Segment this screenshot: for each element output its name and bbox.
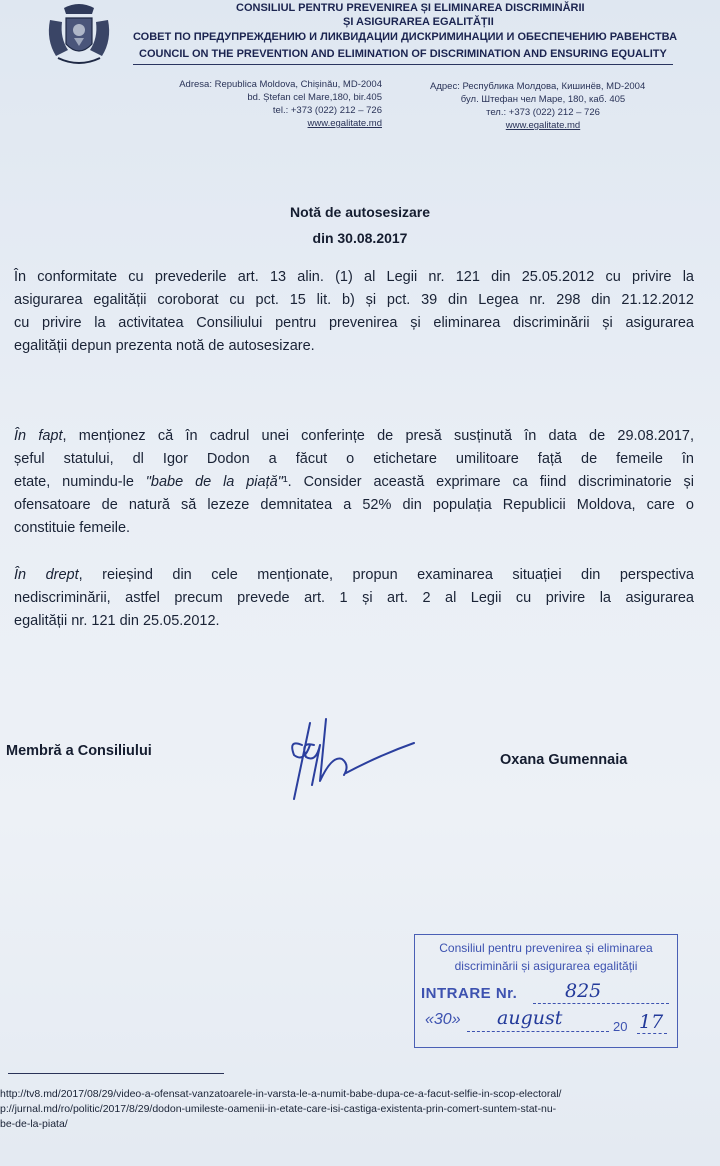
handwritten-signature bbox=[280, 715, 430, 805]
stamp-number-underline bbox=[533, 1003, 669, 1005]
signatory-role: Membră a Consiliului bbox=[6, 743, 152, 759]
stamp-year-suffix: 17 bbox=[639, 1011, 664, 1033]
header-title-en: COUNCIL ON THE PREVENTION AND ELIMINATION OF DISCRIMINATION AND ENSURING EQUALITY bbox=[139, 48, 667, 60]
address-ru-url[interactable]: www.egalitate.md bbox=[505, 120, 581, 131]
footnote-divider bbox=[8, 1073, 224, 1074]
address-ro-url[interactable]: www.egalitate.md bbox=[307, 118, 382, 129]
law-line1: , reieșind din cele menționate, propun examinarea situației din perspectiva bbox=[78, 567, 694, 583]
stamp-day: «30» bbox=[425, 1011, 461, 1028]
paragraph-line bbox=[14, 425, 694, 448]
header-title-ro-line1: CONSILIUL PENTRU PREVENIREA ȘI ELIMINAREA DISCRIMINĂRII bbox=[236, 2, 585, 14]
stamp-year-prefix: 20 bbox=[613, 1019, 628, 1034]
facts-line3-start: etate, numindu-le bbox=[14, 474, 146, 490]
address-ro-line1: Adresa: Republica Moldova, Chișinău, MD-2004 bbox=[179, 79, 382, 90]
paragraph-line: nediscriminării, astfel precum prevede art. 1 și art. 2 al Legii cu privire la asigurarea bbox=[14, 590, 694, 606]
stamp-month-underline bbox=[467, 1031, 609, 1032]
paragraph-line: egalității nr. 121 din 25.05.2012. bbox=[14, 613, 220, 629]
paragraph-line bbox=[14, 471, 694, 494]
signatory-name: Oxana Gumennaia bbox=[500, 752, 628, 768]
paragraph-line: șeful statului, dl Igor Dodon a făcut o etichetare umilitoare față de femeile în bbox=[14, 451, 694, 467]
facts-line3-rest: ¹. Consider această exprimare ca fiind discriminatorie și bbox=[282, 474, 694, 490]
paragraph-legal-basis bbox=[14, 266, 694, 358]
header-divider bbox=[133, 64, 673, 65]
paragraph-line: constituie femeile. bbox=[14, 520, 131, 536]
header-title-ru: СОВЕТ ПО ПРЕДУПРЕЖДЕНИЮ И ЛИКВИДАЦИИ ДИСКРИМИНАЦИИ И ОБЕСПЕЧЕНИЮ РАВЕНСТВА bbox=[133, 31, 678, 43]
address-ru bbox=[418, 81, 668, 132]
footnote-link[interactable]: be-de-la-piata/ bbox=[0, 1118, 68, 1130]
stamp-year-underline bbox=[637, 1033, 667, 1034]
paragraph-line: În conformitate cu prevederile art. 13 alin. (1) al Legii nr. 121 din 25.05.2012 cu privire la bbox=[14, 269, 694, 285]
registration-stamp bbox=[414, 934, 678, 1048]
paragraph-law bbox=[14, 564, 694, 633]
address-ro-line2: bd. Ștefan cel Mare,180, bir.405 bbox=[247, 92, 382, 103]
stamp-month: august bbox=[497, 1007, 563, 1029]
stamp-line1: Consiliul pentru prevenirea și eliminarea bbox=[439, 941, 653, 955]
address-ro bbox=[140, 78, 382, 130]
address-ru-line3: тел.: +373 (022) 212 – 726 bbox=[486, 107, 600, 118]
law-lead: În drept bbox=[14, 567, 79, 583]
stamp-line2: discriminării și asigurarea egalității bbox=[454, 959, 638, 973]
paragraph-facts bbox=[14, 425, 694, 540]
footnote-link[interactable]: p://jurnal.md/ro/politic/2017/8/29/dodon-umileste-oamenii-in-etate-care-isi-castiga-existenta-prin-comert-suntem-stat-nu- bbox=[0, 1103, 557, 1115]
address-ro-line3: tel.: +373 (022) 212 – 726 bbox=[272, 105, 382, 116]
paragraph-line: ofensatoare de natură să lezeze demnitatea a 52% din populația Republicii Moldova, care o bbox=[14, 497, 694, 513]
address-ru-line2: бул. Штефан чел Маре, 180, каб. 405 bbox=[460, 94, 626, 105]
stamp-entry-number: 825 bbox=[565, 980, 602, 1002]
header-title-ro-line2: ȘI ASIGURAREA EGALITĂȚII bbox=[343, 16, 494, 28]
address-ru-line1: Адрес: Республика Молдова, Кишинёв, MD-2004 bbox=[430, 81, 646, 92]
document-title: Notă de autosesizare bbox=[289, 204, 431, 220]
paragraph-line: cu privire la activitatea Consiliului pentru prevenirea și eliminarea discriminării și asigurarea bbox=[14, 315, 694, 331]
stamp-entry-label: INTRARE Nr. bbox=[421, 985, 518, 1002]
facts-lead: În fapt bbox=[14, 428, 63, 444]
moldova-coat-of-arms-icon bbox=[44, 0, 114, 68]
facts-quote: "babe de la piață" bbox=[145, 474, 283, 490]
paragraph-line: egalității depun prezenta notă de autosesizare. bbox=[14, 338, 315, 354]
paragraph-line bbox=[14, 564, 694, 587]
facts-line1: , menționez că în cadrul unei conferințe de presă susținută în data de 29.08.2017, bbox=[62, 428, 694, 444]
document-date: din 30.08.2017 bbox=[312, 230, 408, 246]
footnote-link[interactable]: http://tv8.md/2017/08/29/video-a-ofensat-vanzatoarele-in-varsta-le-a-numit-babe-dupa-ce-a-facut-selfie-in-scop-electoral/ bbox=[0, 1088, 562, 1100]
paragraph-line: asigurarea egalității coroborat cu pct. 15 lit. b) și pct. 39 din Legea nr. 298 din 21.12.2012 bbox=[14, 292, 694, 308]
